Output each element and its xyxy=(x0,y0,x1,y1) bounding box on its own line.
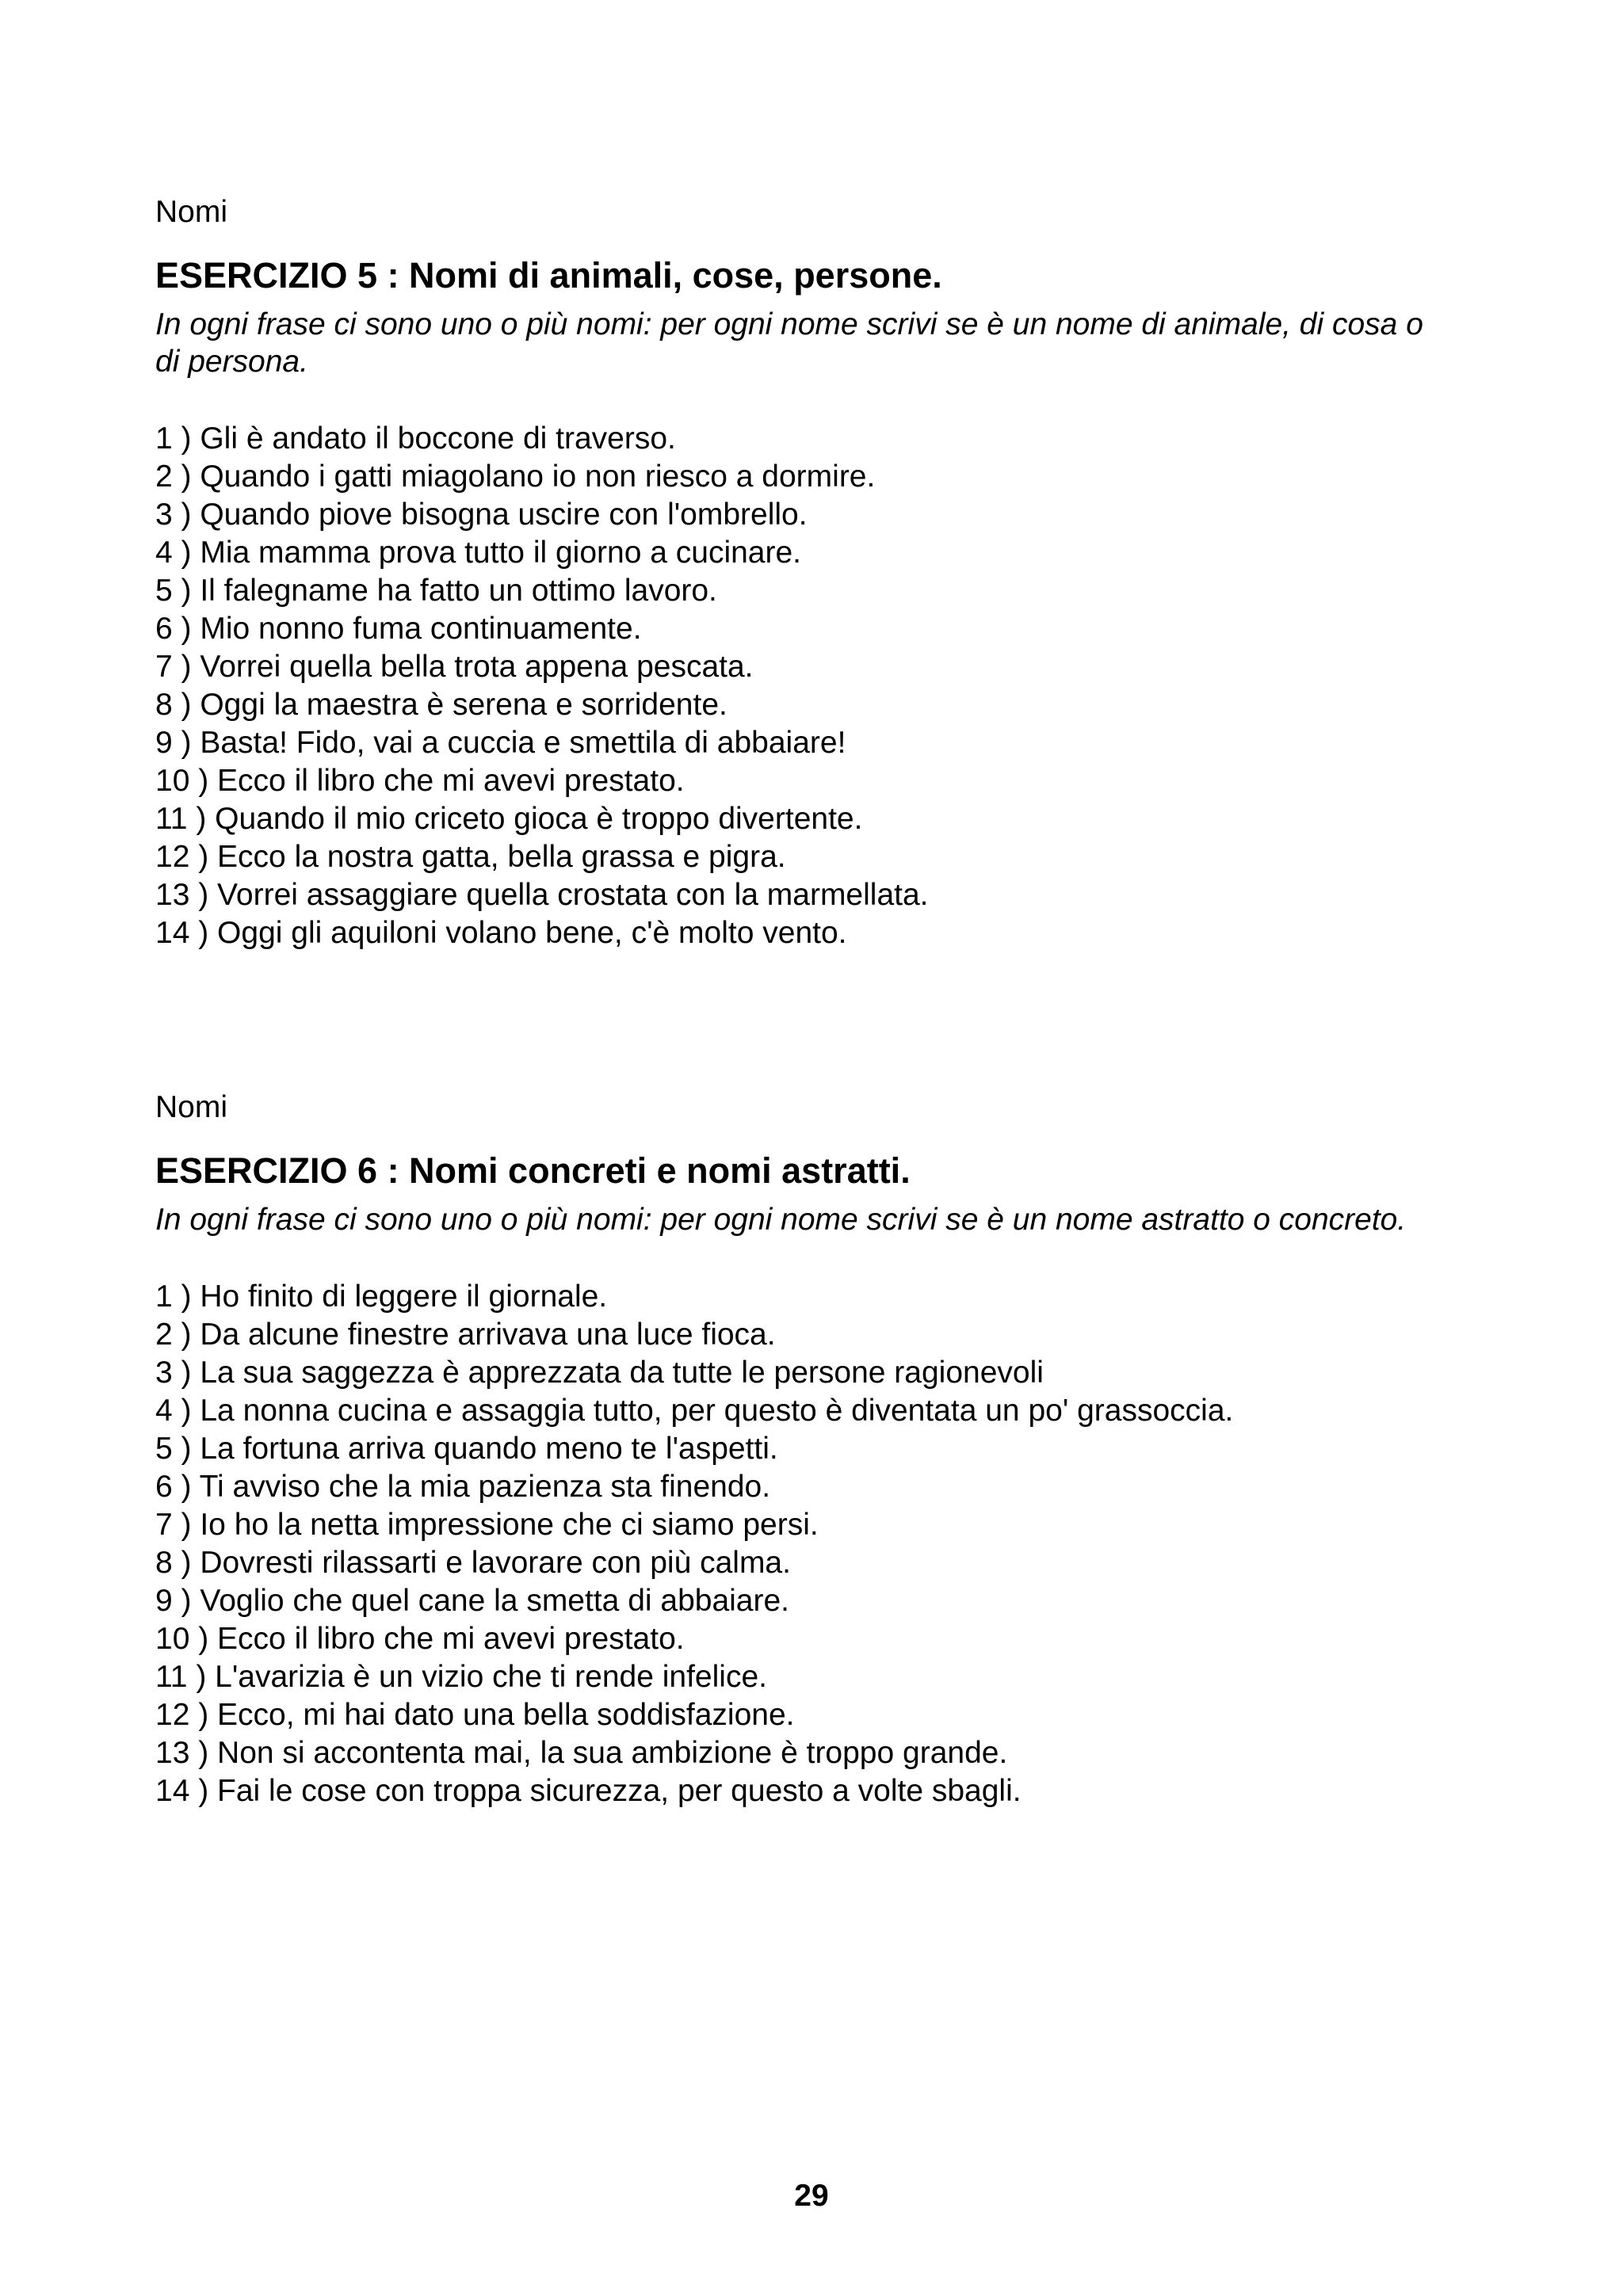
topic-label: Nomi xyxy=(155,1090,228,1124)
exercise-title: ESERCIZIO 5 : Nomi di animali, cose, persone. xyxy=(155,255,942,296)
sentence-list xyxy=(155,420,1487,952)
sentence-item: 14 ) Oggi gli aquiloni volano bene, c'è molto vento. xyxy=(155,916,847,950)
page-number: 29 xyxy=(794,2179,829,2213)
exercise-title: ESERCIZIO 6 : Nomi concreti e nomi astratti. xyxy=(155,1150,911,1191)
sentence-list xyxy=(155,1278,1487,1810)
exercise-instructions: In ogni frase ci sono uno o più nomi: per ogni nome scrivi se è un nome astratto o concreto. xyxy=(155,1203,1407,1237)
sentence-item: 13 ) Non si accontenta mai, la sua ambizione è troppo grande. xyxy=(155,1736,1008,1770)
sentence-item: 5 ) La fortuna arriva quando meno te l'aspetti. xyxy=(155,1432,778,1466)
exercise-5-section xyxy=(155,190,1487,952)
sentence-item: 5 ) Il falegname ha fatto un ottimo lavoro. xyxy=(155,574,717,608)
sentence-item: 13 ) Vorrei assaggiare quella crostata con la marmellata. xyxy=(155,878,929,912)
sentence-item: 2 ) Quando i gatti miagolano io non riesco a dormire. xyxy=(155,460,876,494)
sentence-item: 14 ) Fai le cose con troppa sicurezza, per questo a volte sbagli. xyxy=(155,1774,1022,1808)
sentence-item: 4 ) Mia mamma prova tutto il giorno a cucinare. xyxy=(155,536,802,570)
sentence-item: 11 ) Quando il mio criceto gioca è troppo divertente. xyxy=(155,802,863,836)
sentence-item: 10 ) Ecco il libro che mi avevi prestato. xyxy=(155,1622,685,1656)
sentence-item: 12 ) Ecco la nostra gatta, bella grassa e pigra. xyxy=(155,840,786,874)
sentence-item: 11 ) L'avarizia è un vizio che ti rende infelice. xyxy=(155,1660,767,1694)
sentence-item: 6 ) Mio nonno fuma continuamente. xyxy=(155,612,642,646)
sentence-item: 3 ) La sua saggezza è apprezzata da tutte le persone ragionevoli xyxy=(155,1356,1044,1390)
topic-label: Nomi xyxy=(155,195,228,229)
sentence-item: 7 ) Vorrei quella bella trota appena pescata. xyxy=(155,650,754,684)
sentence-item: 2 ) Da alcune finestre arrivava una luce fioca. xyxy=(155,1318,776,1352)
sentence-item: 7 ) Io ho la netta impressione che ci siamo persi. xyxy=(155,1508,819,1542)
sentence-item: 8 ) Oggi la maestra è serena e sorridente. xyxy=(155,688,727,722)
sentence-item: 8 ) Dovresti rilassarti e lavorare con più calma. xyxy=(155,1546,791,1580)
sentence-item: 9 ) Voglio che quel cane la smetta di abbaiare. xyxy=(155,1584,790,1618)
sentence-item: 1 ) Ho finito di leggere il giornale. xyxy=(155,1280,608,1314)
exercise-instructions: In ogni frase ci sono uno o più nomi: per ogni nome scrivi se è un nome di animale, di cosa o di persona. xyxy=(155,307,1423,379)
sentence-item: 9 ) Basta! Fido, vai a cuccia e smettila di abbaiare! xyxy=(155,726,846,760)
sentence-item: 4 ) La nonna cucina e assaggia tutto, per questo è diventata un po' grassoccia. xyxy=(155,1394,1234,1428)
sentence-item: 12 ) Ecco, mi hai dato una bella soddisfazione. xyxy=(155,1698,795,1732)
sentence-item: 1 ) Gli è andato il boccone di traverso. xyxy=(155,421,676,456)
sentence-item: 10 ) Ecco il libro che mi avevi prestato. xyxy=(155,764,685,798)
sentence-item: 6 ) Ti avviso che la mia pazienza sta finendo. xyxy=(155,1470,771,1504)
sentence-item: 3 ) Quando piove bisogna uscire con l'ombrello. xyxy=(155,498,808,532)
exercise-6-section xyxy=(155,1085,1487,1810)
